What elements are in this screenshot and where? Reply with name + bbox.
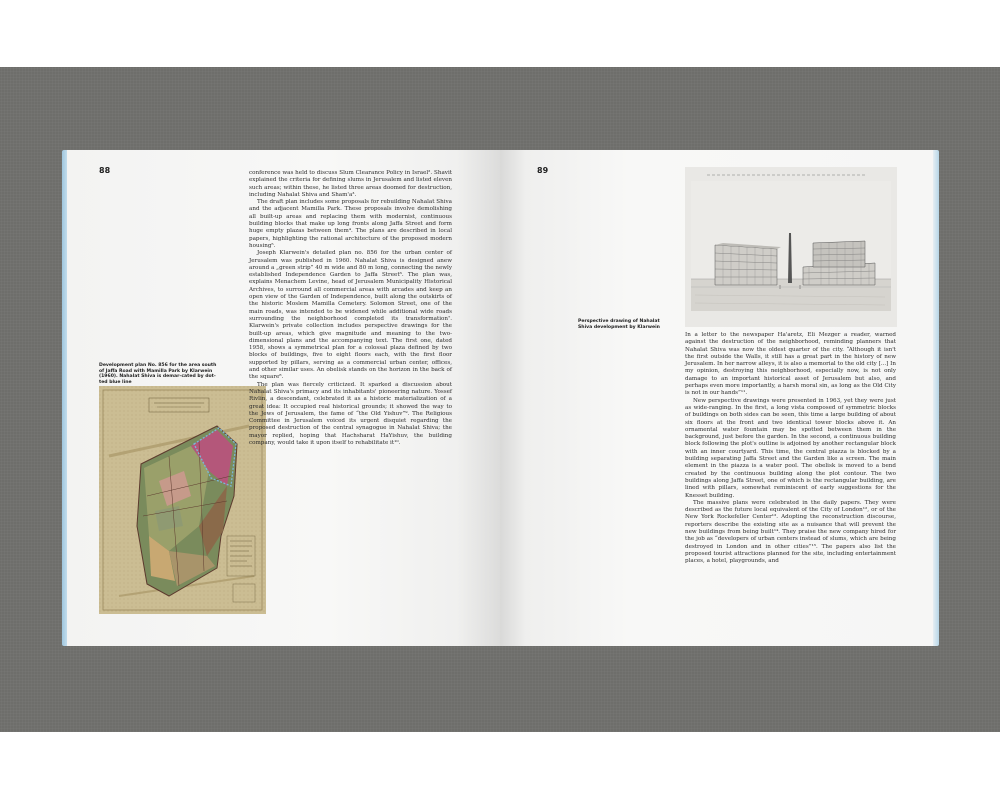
- right-paragraph-3: The massive plans were celebrated in the daily papers. They were described as the future local equivalent of the City of London¹², or of the New York Rockefeller Center¹³. Adopting the reconstruction discourse, reporters describe the existing site as a nuisance that will prevent the new buildings from being built¹⁴. They praise the new company hired for the job as “developers of urban centers instead of slums, which are being destroyed in London and in other cities”¹⁵. The papers also list the proposed tourist attractions planned for the site, including entertainment places, a hotel, playgrounds, and: [685, 499, 896, 565]
- left-paragraph-4: The plan was fiercely criticized. It sparked a discussion about Nahalat Shiva's primacy and its inhabitants' pioneering nature. Yossef Rivlin, a descendant, celebrated it as a historic materialization of a great idea: It occupied real historical grounds; it showed the way to the Jews of Jerusalem, the fame of “the Old Yishuv”⁹. The Religious Committee in Jerusalem voiced its urgent disquiet regarding the proposed destruction of the central synagogue in Nahalat Shiva; the mayor replied, hoping that Hachsharat HaYishuv, the building company, would take it upon itself to rehabilitate it¹⁰.: [249, 381, 452, 446]
- right-text-column: [685, 332, 896, 566]
- right-page-edges: [932, 150, 939, 646]
- development-plan-map: [99, 386, 266, 614]
- left-paragraph-2: The draft plan includes some proposals for rebuilding Nahalat Shiva and the adjacent Mamilla Park. These proposals involve demolishing all built-up areas and replacing them with modernist, continuous building blocks that make up long fronts along Jaffa Street and form huge empty plazas between them⁴. The plans are described in local papers, highlighting the rational architecture of the proposed modern housing⁵.: [249, 199, 452, 249]
- plan-map-drawing: [99, 386, 266, 614]
- right-paragraph-1: In a letter to the newspaper Ha'aretz, Eli Mezger a reader, warned against the destruction of the neighborhood, reminding planners that Nahalat Shiva was now the oldest quarter of the city. “Although it isn't the first outside the Walls, it still has a great part in the history of new Jerusalem. In her narrow alleys, it is also a memorial to the old city [...] In my opinion, destroying this neighborhood, especially now, is not only damage to an important historical asset of Jerusalem but also, and perhaps even more importantly, a harsh moral sin, as long as the Old City is not in our hands”¹¹.: [685, 332, 896, 397]
- left-paragraph-3: Joseph Klarwein's detailed plan no. 856 for the urban center of Jerusalem was published in 1960. Nahalat Shiva is designed anew around a „green strip” 40 m wide and 80 m long, connecting the newly established Independence Garden to Jaffa Street⁶. The plan was, explains Menachem Levine, head of Jerusalem Municipality Historical Archives, to surround all commercial areas with arcades and keep an open view of the Garden of Independence, built along the outskirts of the historic Moslem Mamilla Cemetery. Solomon Street, one of the main roads, was intended to be widened while additional wide roads surrounding the neighborhood completed its transformation⁷. Klarwein's private collection includes perspective drawings for the built-up areas, which give magnitude and meaning to the two-dimensional plans and the accompanying text. The first one, dated 1958, shows a symmetrical plan for a colossal plaza defined by two blocks of buildings, five to eight floors each, with the first floor supported by pillars, serving as a commercial urban center, offices, and other similar uses. An obelisk stands on the horizon in the back of the square⁸.: [249, 250, 452, 381]
- right-paragraph-2: New perspective drawings were presented in 1963, yet they were just as wide-ranging. In the first, a long vista composed of symmetric blocks of buildings on both sides can be seen, this time a large building of about six floors at the front and two identical tower blocks above it. An ornamental water fountain may be spotted between them in the background, just before the garden. In the second, a continuous building block following the plot's outline is adjoined by another rectangular block with an inner courtyard. This time, the central piazza is blocked by a building separating Jaffa Street and the Garden like a screen. The main element in the piazza is a water pool. The obelisk is moved to a bend created by the continuous building along the plot contour. The two buildings along Jaffa Street, one of which is the rectangular building, are lined with pillars, somewhat reminiscent of early suggestions for the Knesset building.: [685, 397, 896, 499]
- left-page-number: 88: [99, 166, 111, 175]
- left-paragraph-1: conference was held to discuss Slum Clearance Policy in Israel². Shavit explained the criteria for defining slums in Jerusalem and listed eleven such areas; within these, he listed three areas doomed for destruction, including Nahalat Shiva and Sham'a³.: [249, 170, 452, 198]
- right-figure-caption: Perspective drawing of Nahalat Shiva development by Klarwein: [578, 319, 660, 330]
- perspective-drawing: [685, 167, 897, 327]
- left-figure-caption: Development plan No. 856 for the area south of Jaffa Road with Mamilla Park by Klarwein (1960). Nahalat Shiva is demar-cated by dot-ted blue line: [99, 363, 217, 385]
- right-page-number: 89: [537, 166, 549, 175]
- left-text-column: [249, 170, 452, 447]
- perspective-drawing-image: [685, 167, 897, 327]
